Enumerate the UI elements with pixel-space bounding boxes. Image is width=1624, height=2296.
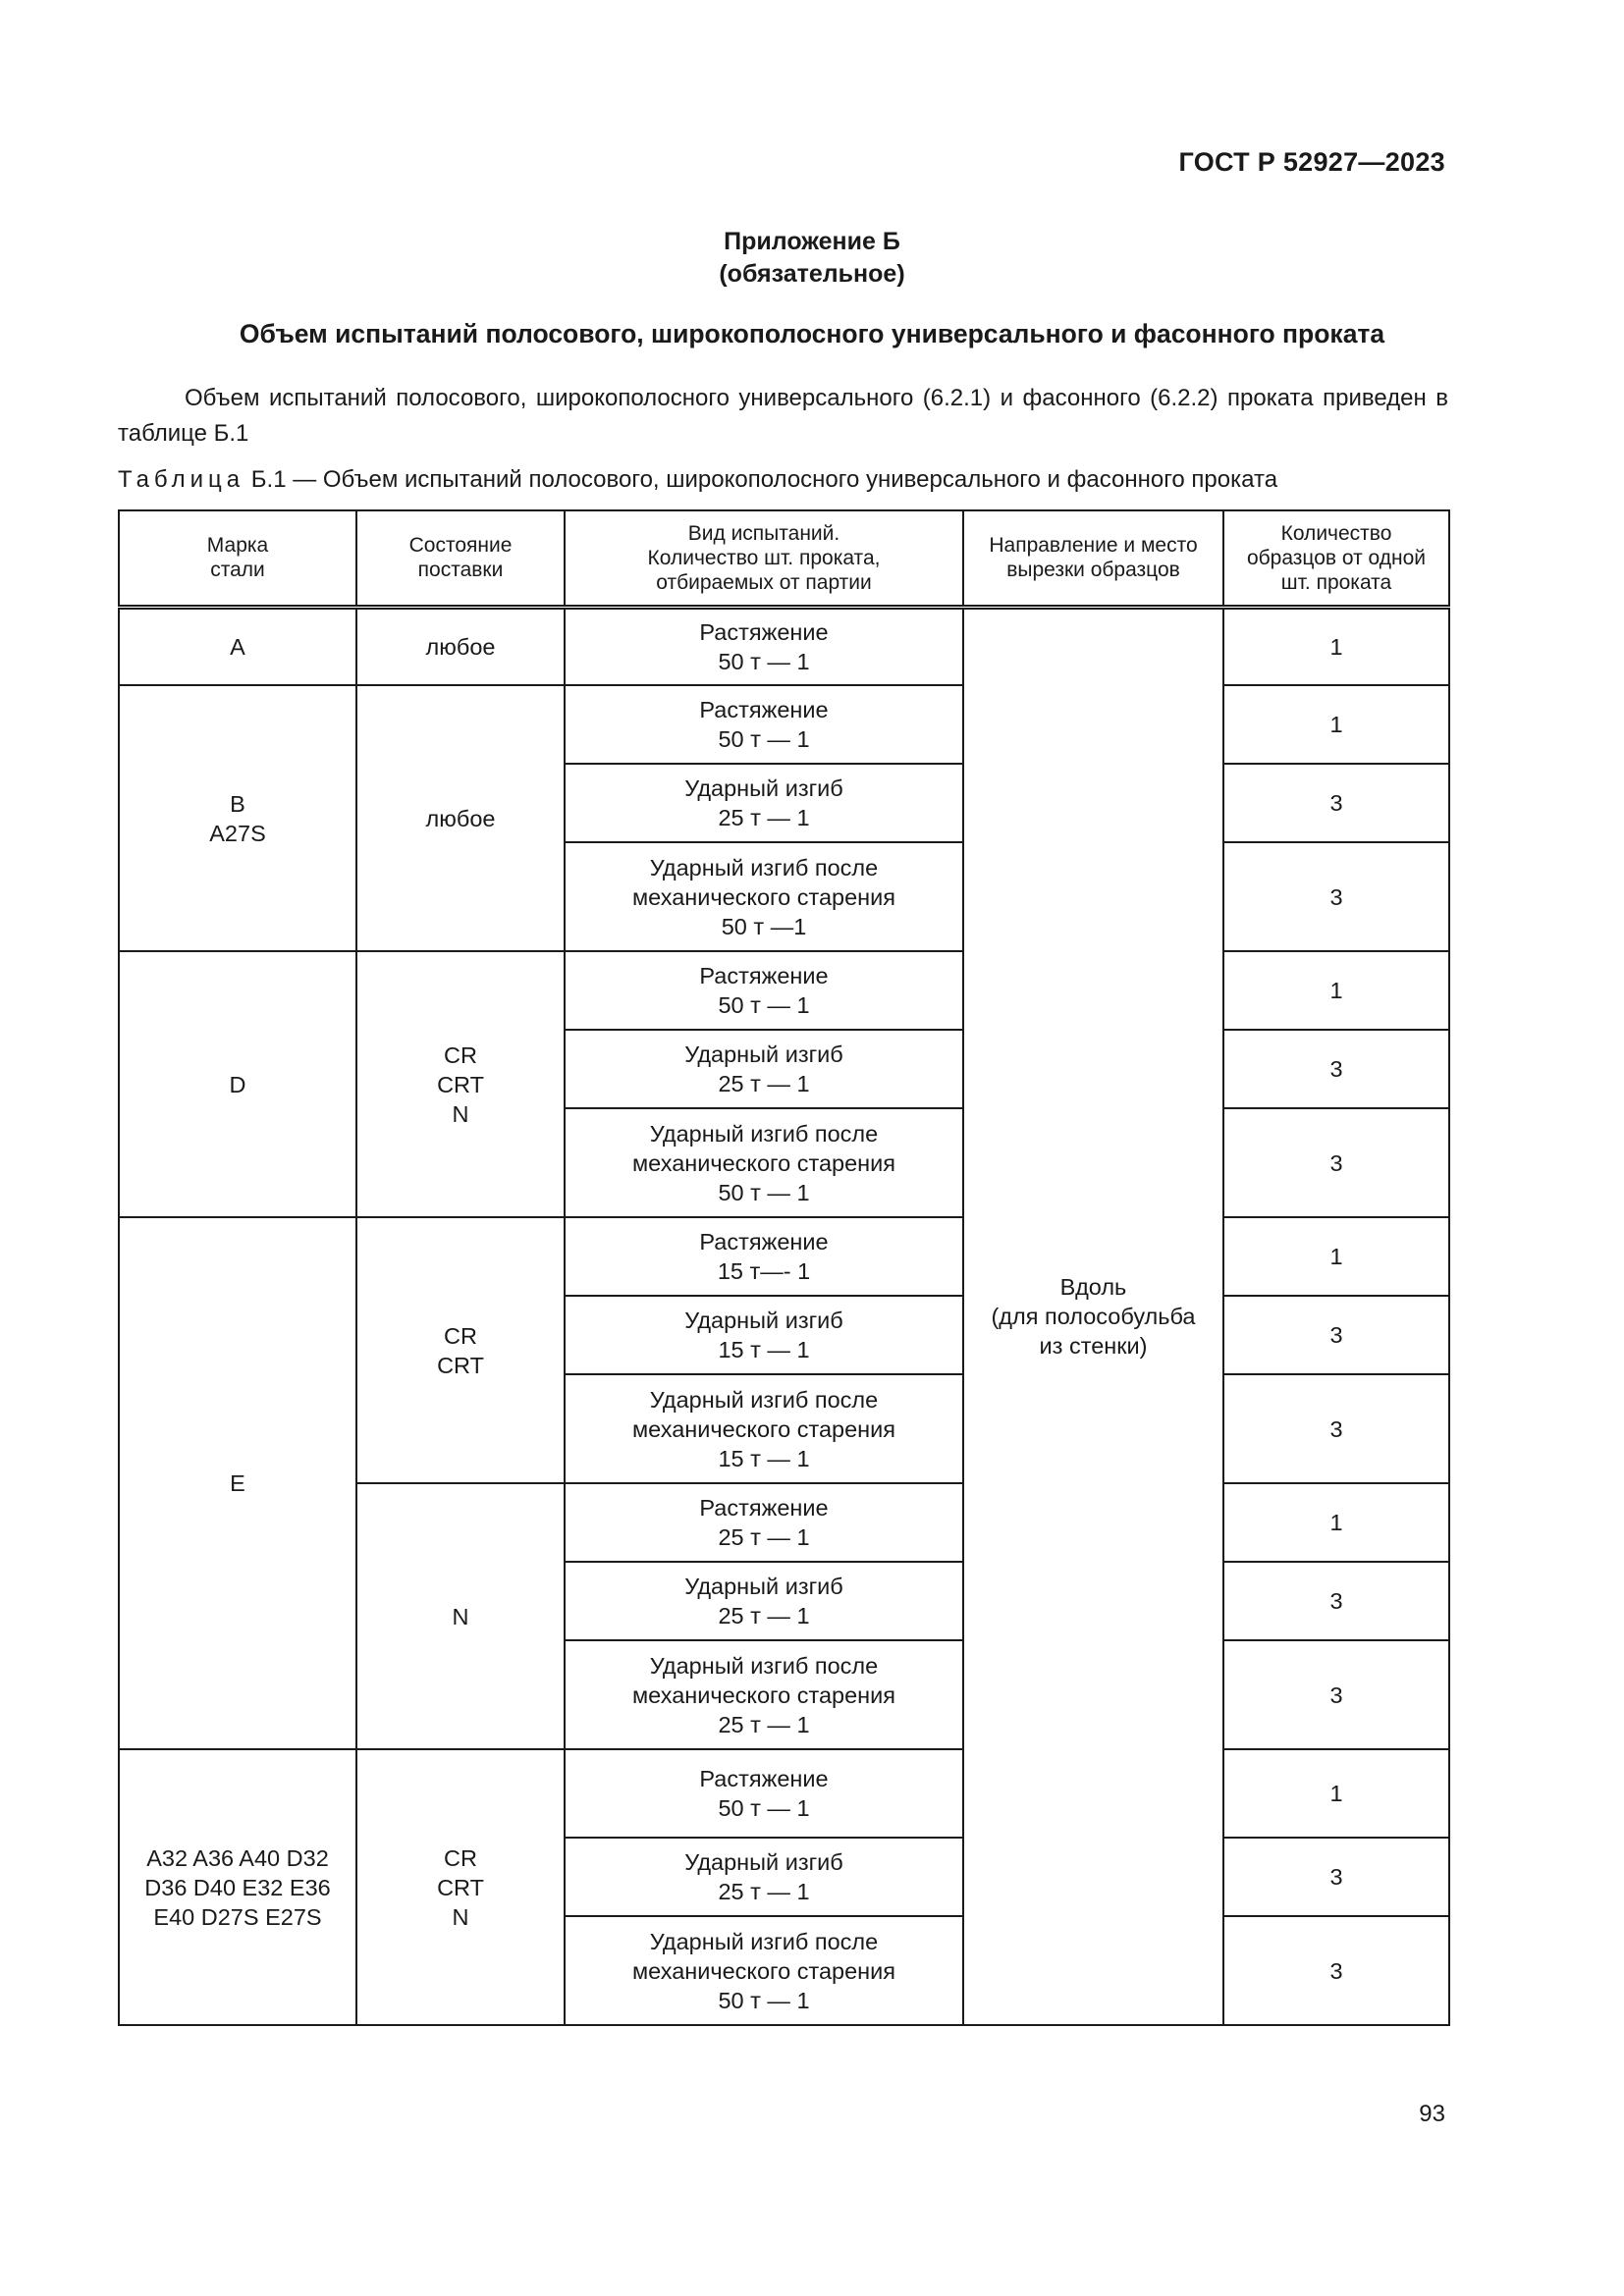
grade-cell: B A27S bbox=[119, 685, 356, 951]
table-caption-text: Б.1 — Объем испытаний полосового, широкополосного универсального и фасонного проката bbox=[244, 466, 1278, 493]
test-cell: Растяжение 50 т — 1 bbox=[565, 1749, 963, 1838]
page-number: 93 bbox=[1419, 2101, 1445, 2127]
count-cell: 1 bbox=[1223, 1749, 1449, 1838]
count-cell: 3 bbox=[1223, 764, 1449, 842]
delivery-cell: CR CRT N bbox=[356, 951, 565, 1217]
header-test: Вид испытаний. Количество шт. проката, отбираемых от партии bbox=[565, 510, 963, 607]
test-cell: Ударный изгиб 25 т — 1 bbox=[565, 1030, 963, 1108]
delivery-cell: любое bbox=[356, 607, 565, 685]
count-cell: 3 bbox=[1223, 1838, 1449, 1916]
test-cell: Ударный изгиб 25 т — 1 bbox=[565, 1562, 963, 1640]
intro-paragraph: Объем испытаний полосового, широкополосного универсального (6.2.1) и фасонного (6.2.2) проката приведен в таблице Б.1 bbox=[118, 385, 1448, 447]
table-header-row bbox=[119, 510, 1449, 607]
direction-cell: Вдоль (для полособульба из стенки) bbox=[963, 607, 1223, 2025]
count-cell: 1 bbox=[1223, 685, 1449, 764]
table-row bbox=[119, 607, 1449, 685]
test-cell: Ударный изгиб после механического старения 50 т — 1 bbox=[565, 1916, 963, 2025]
grade-cell: E bbox=[119, 1217, 356, 1749]
delivery-cell: N bbox=[356, 1483, 565, 1749]
header-delivery: Состояние поставки bbox=[356, 510, 565, 607]
count-cell: 3 bbox=[1223, 1374, 1449, 1483]
test-cell: Растяжение 50 т — 1 bbox=[565, 685, 963, 764]
test-cell: Растяжение 50 т — 1 bbox=[565, 951, 963, 1030]
test-cell: Растяжение 15 т—- 1 bbox=[565, 1217, 963, 1296]
grade-cell: A bbox=[119, 607, 356, 685]
appendix-status: (обязательное) bbox=[719, 260, 905, 288]
test-cell: Ударный изгиб после механического старения 50 т — 1 bbox=[565, 1108, 963, 1217]
count-cell: 1 bbox=[1223, 1483, 1449, 1562]
count-cell: 3 bbox=[1223, 1108, 1449, 1217]
test-cell: Ударный изгиб после механического старения 50 т —1 bbox=[565, 842, 963, 951]
count-cell: 3 bbox=[1223, 1562, 1449, 1640]
table-container bbox=[118, 509, 1450, 2026]
count-cell: 3 bbox=[1223, 1296, 1449, 1374]
test-cell: Растяжение 25 т — 1 bbox=[565, 1483, 963, 1562]
table-row bbox=[119, 951, 1449, 1030]
test-cell: Ударный изгиб 25 т — 1 bbox=[565, 764, 963, 842]
count-cell: 3 bbox=[1223, 1030, 1449, 1108]
grade-cell: D bbox=[119, 951, 356, 1217]
table-caption bbox=[118, 466, 1277, 494]
grade-cell: A32 A36 A40 D32 D36 D40 E32 E36 E40 D27S E27S bbox=[119, 1749, 356, 2025]
test-cell: Растяжение 50 т — 1 bbox=[565, 607, 963, 685]
header-direction: Направление и место вырезки образцов bbox=[963, 510, 1223, 607]
count-cell: 1 bbox=[1223, 1217, 1449, 1296]
count-cell: 3 bbox=[1223, 1640, 1449, 1749]
test-cell: Ударный изгиб 15 т — 1 bbox=[565, 1296, 963, 1374]
table-row bbox=[119, 1749, 1449, 1838]
test-cell: Ударный изгиб 25 т — 1 bbox=[565, 1838, 963, 1916]
document-code: ГОСТ Р 52927—2023 bbox=[1178, 147, 1445, 177]
count-cell: 3 bbox=[1223, 842, 1449, 951]
count-cell: 3 bbox=[1223, 1916, 1449, 2025]
header-grade: Марка стали bbox=[119, 510, 356, 607]
section-title: Объем испытаний полосового, широкополосного универсального и фасонного проката bbox=[239, 319, 1385, 348]
table-row bbox=[119, 685, 1449, 764]
table-caption-label: Таблица bbox=[118, 466, 245, 493]
appendix-label: Приложение Б bbox=[724, 228, 900, 255]
count-cell: 1 bbox=[1223, 951, 1449, 1030]
count-cell: 1 bbox=[1223, 607, 1449, 685]
test-cell: Ударный изгиб после механического старения 25 т — 1 bbox=[565, 1640, 963, 1749]
table-row bbox=[119, 1217, 1449, 1296]
test-cell: Ударный изгиб после механического старения 15 т — 1 bbox=[565, 1374, 963, 1483]
appendix-heading bbox=[0, 226, 1624, 291]
delivery-cell: любое bbox=[356, 685, 565, 951]
test-volume-table bbox=[118, 509, 1450, 2026]
delivery-cell: CR CRT bbox=[356, 1217, 565, 1483]
header-count: Количество образцов от одной шт. проката bbox=[1223, 510, 1449, 607]
delivery-cell: CR CRT N bbox=[356, 1749, 565, 2025]
